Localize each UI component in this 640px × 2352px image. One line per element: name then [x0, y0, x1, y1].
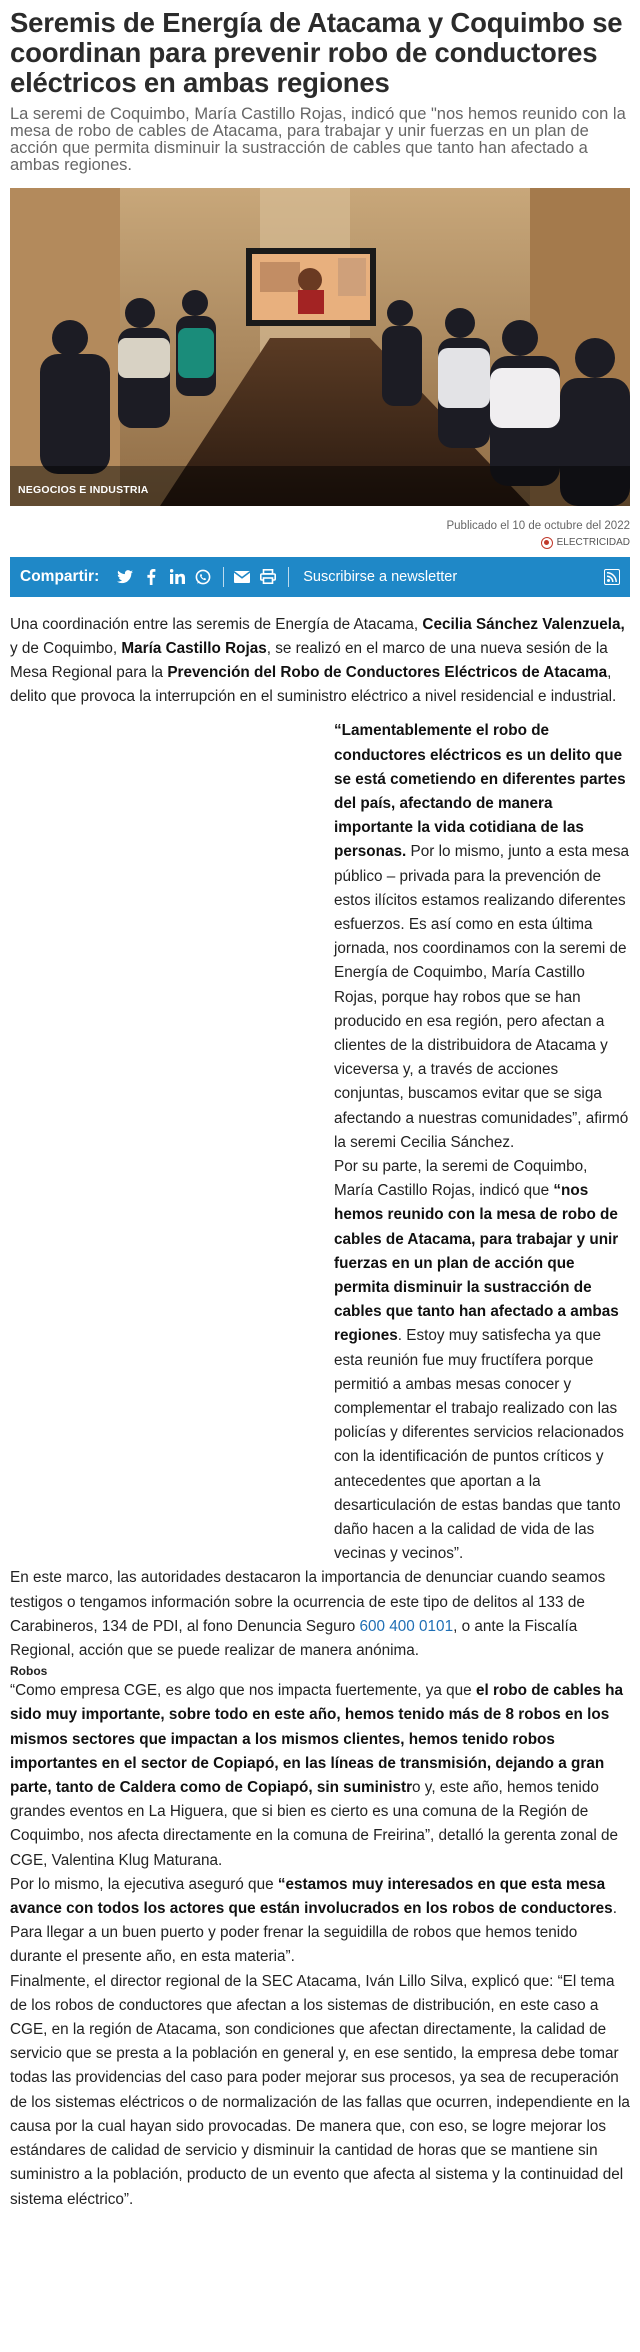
- text-run: , o ante la Fiscalía Regional, acción que se puede realizar de manera anónima.: [10, 1617, 578, 1660]
- text-run: . Estoy muy satisfecha ya que esta reunión fue muy fructífera porque permitió a ambas mesas conocer y complementar el trabajo realizado con las policías y diferentes servicios relacionados con la identificación de puntos críticos y antecedentes que aportan a la desarticulación de estas bandas que tanto daño hacen a la calidad de vida de las vecinas y vecinos”.: [334, 1327, 624, 1563]
- text-run: Por su parte, la seremi de Coquimbo, María Castillo Rojas, indicó que: [334, 1157, 588, 1200]
- text-run: . Para llegar a un buen puerto y poder frenar la seguidilla de robos que hemos tenido durante el presente año, en esta materia”.: [10, 1900, 617, 1966]
- publish-date: Publicado el 10 de octubre del 2022: [446, 520, 630, 532]
- text-run: “Como empresa CGE, es algo que nos impacta fuertemente, ya que: [10, 1682, 476, 1700]
- share-divider-2: [288, 567, 289, 587]
- article-lead: La seremi de Coquimbo, María Castillo Rojas, indicó que "nos hemos reunido con la mesa de robo de cables de Atacama, para trabajar y unir fuerzas en un plan de acción que permita disminuir la sustracción de cables que tanto han afectado a ambas regiones.: [10, 105, 626, 174]
- paragraph-intro: [10, 613, 630, 710]
- paragraph-sec: Finalmente, el director regional de la SEC Atacama, Iván Lillo Silva, explicó que: “El tema de los robos de conductores que afectan a los sistemas de distribución, en este caso a CGE, en la región de Atacama, son condiciones que afectan directamente, la calidad de servicio que se presta a la población en general y, en ese sentido, la empresa debe tomar todas las providencias del caso para poder mejorar sus procesos, ya sea de recuperación de los sistemas eléctricos o de normalización de las fallas que ocurren, independiente en la causa por la cual hayan sido provocadas. De manera que, con eso, se logre mejorar los estándares de calidad de servicio y disminuir la cantidad de horas que se mantiene sin suministro a la población, producto de un evento que afecta al sistema y la continuidad del sistema eléctrico”.: [10, 1972, 630, 2208]
- print-icon[interactable]: [258, 567, 278, 587]
- linkedin-icon[interactable]: [167, 567, 187, 587]
- text-run: , se realizó en el marco de una nueva sesión de la Mesa Regional para la: [10, 639, 608, 681]
- text-run: o y, este año, hemos tenido grandes eventos en La Higuera, que si bien es cierto es una comuna de la Región de Coquimbo, nos afecta directamente en la comuna de Freirina”, detalló la gerenta zonal de CGE, Valentina Klug Maturana.: [10, 1779, 618, 1869]
- email-icon[interactable]: [232, 567, 252, 587]
- bold-run: María Castillo Rojas: [121, 639, 267, 657]
- bold-run: “estamos muy interesados en que esta mesa avance con todos los actores que están involucrados en los robos de conductores: [10, 1875, 613, 1918]
- bold-run: Cecilia Sánchez Valenzuela,: [422, 615, 625, 633]
- share-bar: [10, 557, 630, 597]
- image-category-label[interactable]: NEGOCIOS E INDUSTRIA: [18, 484, 149, 496]
- text-run: Por lo mismo, la ejecutiva aseguró que: [10, 1875, 278, 1893]
- paragraph-denuncia: [10, 1566, 630, 1663]
- share-divider: [223, 567, 224, 587]
- article-body: [10, 613, 630, 2212]
- tag-label[interactable]: ELECTRICIDAD: [556, 536, 630, 548]
- article-tag[interactable]: [541, 535, 630, 551]
- bold-run: el robo de cables ha sido muy importante, sobre todo en este año, hemos tenido más de 8 robos en los mismos sectores que impactan a los mismos clientes, hemos tenido robos importantes en el sector de Copiapó, en las líneas de transmisión, dejando a gran parte, tanto de Caldera como de Copiapó, sin suministr: [10, 1682, 624, 1797]
- bold-run: “Lamentablemente el robo de conductores eléctricos es un delito que se está cometiendo en diferentes partes del país, afectando de manera importante la vida cotidiana de las personas.: [334, 722, 626, 861]
- rss-icon[interactable]: [604, 569, 620, 585]
- facebook-icon[interactable]: [141, 567, 161, 587]
- article-meta: [10, 518, 630, 551]
- article-photo: [10, 188, 630, 506]
- quote-column: [334, 719, 630, 1566]
- quote-castillo: [334, 1155, 630, 1566]
- share-label: Compartir:: [20, 567, 100, 585]
- newsletter-link[interactable]: Suscribirse a newsletter: [303, 568, 458, 585]
- tag-icon: [541, 537, 553, 549]
- bold-run: Prevención del Robo de Conductores Eléctricos de Atacama: [167, 663, 608, 681]
- paragraph-cge: [10, 1679, 630, 1873]
- text-run: Una coordinación entre las seremis de Energía de Atacama,: [10, 615, 423, 633]
- text-run: y de Coquimbo,: [10, 639, 122, 657]
- bold-run: “nos hemos reunido con la mesa de robo de cables de Atacama, para trabajar y unir fuerzas en un plan de acción que permita disminuir la sustracción de cables que tanto han afectado a ambas regiones: [334, 1182, 619, 1345]
- twitter-icon[interactable]: [115, 567, 135, 587]
- whatsapp-icon[interactable]: [193, 567, 213, 587]
- paragraph-ejecutiva: [10, 1873, 630, 1970]
- section-subheading: Robos: [10, 1664, 48, 1679]
- text-run: En este marco, las autoridades destacaron la importancia de denunciar cuando seamos testigos o tengamos información sobre la ocurrencia de este tipo de delitos al 133 de Carabineros, 134 de PDI, al fono Denuncia Seguro: [10, 1569, 606, 1635]
- article-title: Seremis de Energía de Atacama y Coquimbo se coordinan para prevenir robo de conductores eléctricos en ambas regiones: [10, 7, 623, 98]
- quote-sanchez: [334, 719, 630, 1155]
- phone-link[interactable]: 600 400 0101: [359, 1617, 454, 1635]
- text-run: , delito que provoca la interrupción en el suministro eléctrico a nivel residencial e industrial.: [10, 663, 617, 706]
- meeting-photo-illustration: [10, 188, 630, 506]
- text-run: Por lo mismo, junto a esta mesa público – privada para la prevención de estos ilícitos estamos realizando diferentes esfuerzos. Es así como en esta última jornada, nos coordinamos con la seremi de Energía de Coquimbo, María Castillo Rojas, porque hay robos que se han producido en esa región, pero afectan a clientes de la distribuidora de Atacama y viceversa y, a través de acciones conjuntas, buscamos evitar que se siga afectando a nuestras comunidades”, afirmó la seremi Cecilia Sánchez.: [334, 843, 630, 1151]
